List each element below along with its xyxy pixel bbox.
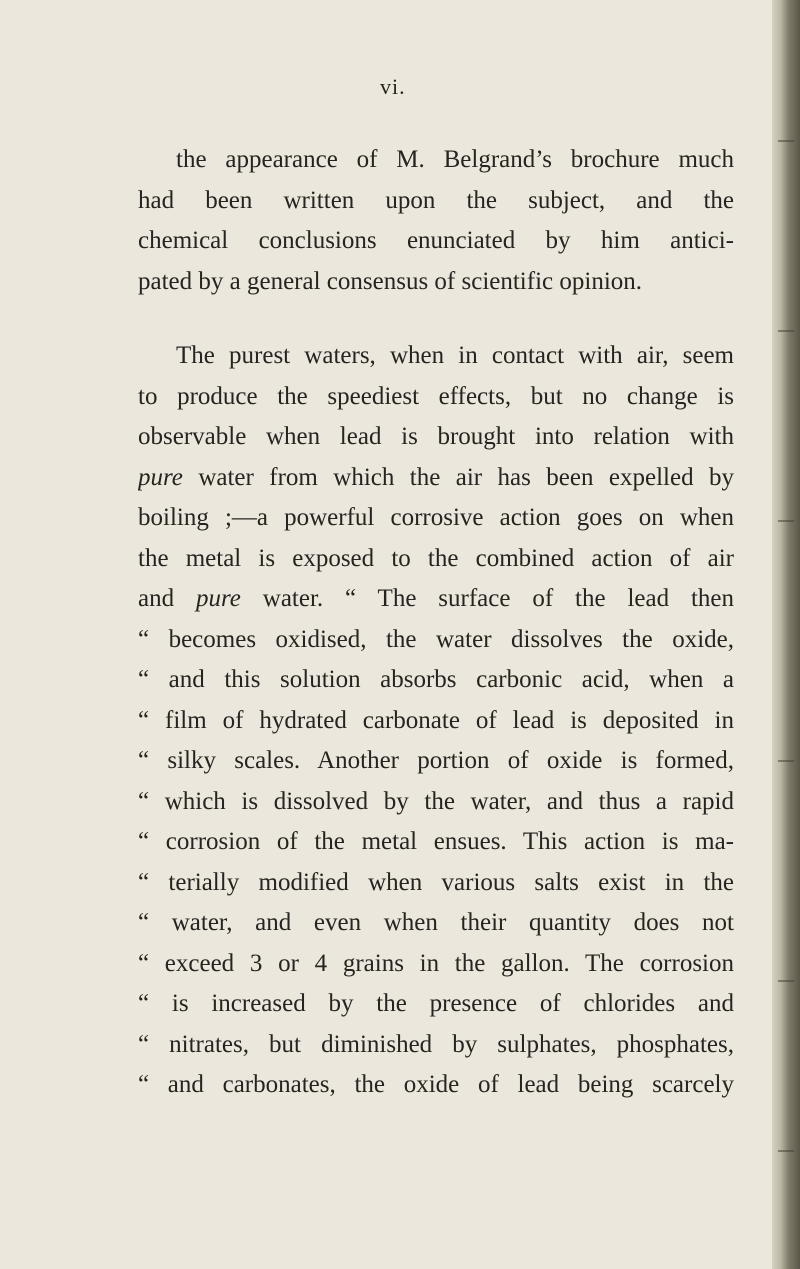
text-run: and [138,585,196,612]
quoted-line: “ water, and even when their quantity does not [138,909,734,936]
quoted-line: “ becomes oxidised, the water dissolves the oxide, [138,625,734,653]
quoted-line: “ is increased by the presence of chlorides and [138,990,734,1017]
text-line: observable when lead is brought into relation with [138,423,734,450]
edge-mark [778,1150,794,1152]
edge-mark [778,330,794,332]
page-folio: vi. [380,74,406,99]
text-line: the metal is exposed to the combined action of air [138,544,734,572]
quoted-line: “ terially modified when various salts exist in the [138,868,734,896]
text-line [138,458,734,499]
text-line: The purest waters, when in contact with air, seem [176,342,734,369]
edge-mark [778,980,794,982]
text-line: pated by a general consensus of scientific opinion. [138,267,643,295]
quoted-line: “ silky scales. Another portion of oxide is formed, [138,747,734,774]
italic-word: pure [195,585,241,612]
page-edge-shadow [772,0,800,1269]
text-line: boiling ;—a powerful corrosive action goes on when [138,504,734,531]
quoted-line: “ exceed 3 or 4 grains in the gallon. The corrosion [138,949,734,977]
text-run: water from which the air has been expelled by [182,463,734,491]
text-line: the appearance of M. Belgrand’s brochure much [176,146,734,173]
edge-mark [778,140,794,142]
quoted-line: “ and this solution absorbs carbonic acid, when a [138,666,734,693]
quoted-line: “ film of hydrated carbonate of lead is deposited in [138,706,734,734]
text-line: had been written upon the subject, and the [138,186,734,214]
quoted-line: “ and carbonates, the oxide of lead being scarcely [138,1071,734,1098]
italic-word: pure [138,463,183,491]
edge-mark [778,760,794,762]
quoted-line: “ which is dissolved by the water, and thus a rapid [138,787,734,815]
text-line: chemical conclusions enunciated by him antici- [138,227,734,254]
text-line: to produce the speediest effects, but no change is [138,382,734,410]
edge-mark [778,520,794,522]
quoted-line: “ corrosion of the metal ensues. This action is ma- [138,828,734,855]
text-run: water. “ The surface of the lead then [240,585,734,612]
quoted-line: “ nitrates, but diminished by sulphates, phosphates, [138,1030,734,1058]
text-line [138,579,734,620]
paragraph-1 [138,140,734,302]
paragraph-2 [138,336,734,1106]
